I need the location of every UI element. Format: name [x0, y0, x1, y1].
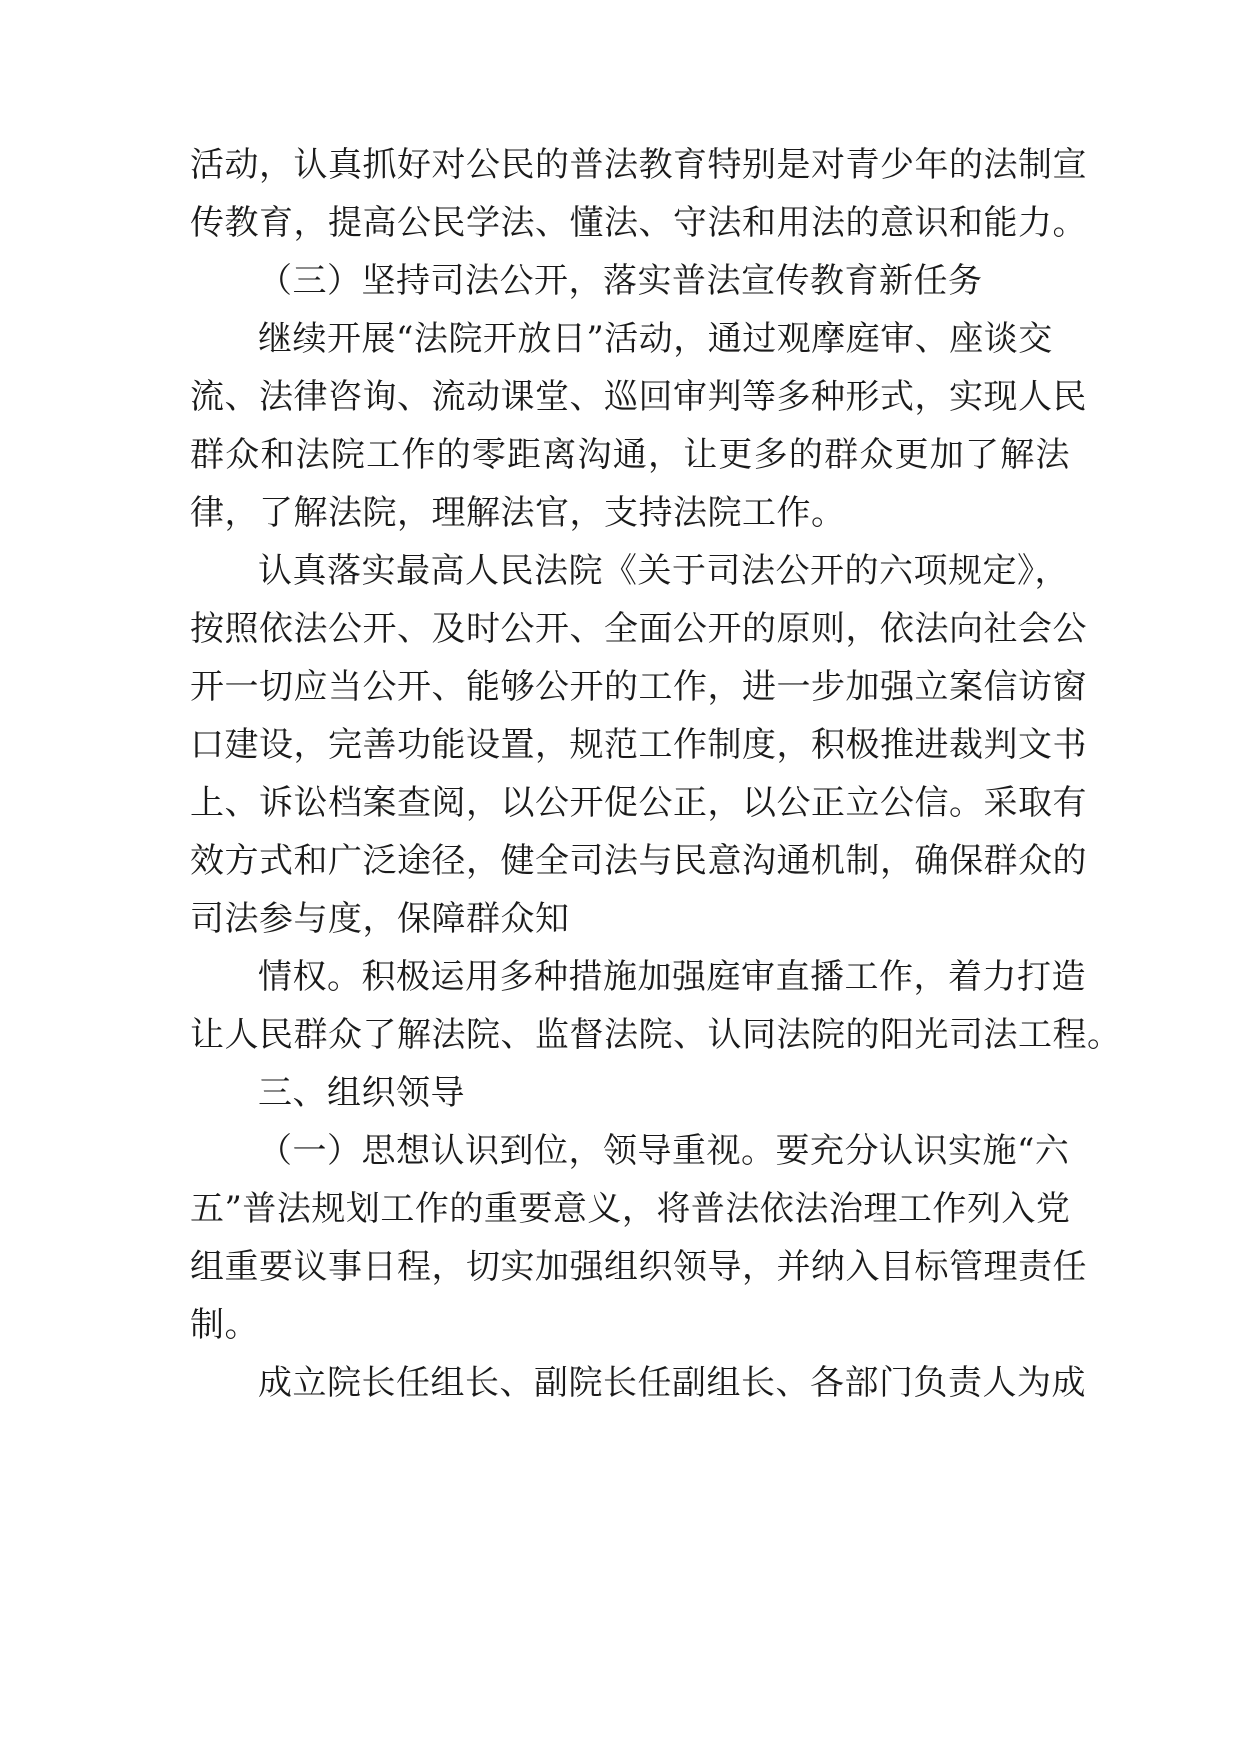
text-line: 律，了解法院，理解法官，支持法院工作。 [190, 493, 846, 533]
text-line: 传教育，提高公民学法、懂法、守法和用法的意识和能力。 [190, 203, 1087, 243]
text-line: 组重要议事日程，切实加强组织领导，并纳入目标管理责任 [190, 1247, 1087, 1287]
text-line: 群众和法院工作的零距离沟通，让更多的群众更加了解法 [190, 435, 1070, 475]
text-line: 制。 [190, 1305, 259, 1345]
text-line: 开一切应当公开、能够公开的工作，进一步加强立案信访窗 [190, 667, 1087, 707]
text-line: 口建设，完善功能设置，规范工作制度，积极推进裁判文书 [190, 725, 1087, 765]
text-line: 认真落实最高人民法院《关于司法公开的六项规定》， [258, 551, 1069, 591]
text-line: 司法参与度，保障群众知 [190, 899, 570, 939]
text-line: 让人民群众了解法院、监督法院、认同法院的阳光司法工程。 [190, 1015, 1122, 1055]
text-line: 效方式和广泛途径，健全司法与民意沟通机制，确保群众的 [190, 841, 1087, 881]
text-line: （一）思想认识到位，领导重视。要充分认识实施“六 [258, 1131, 1070, 1171]
text-line: 情权。积极运用多种措施加强庭审直播工作，着力打造 [258, 957, 1086, 997]
text-line: 活动，认真抓好对公民的普法教育特别是对青少年的法制宣 [190, 145, 1087, 185]
text-line: 成立院长任组长、副院长任副组长、各部门负责人为成 [258, 1363, 1086, 1403]
text-line: 上、诉讼档案查阅，以公开促公正，以公正立公信。采取有 [190, 783, 1087, 823]
text-line: 按照依法公开、及时公开、全面公开的原则，依法向社会公 [190, 609, 1087, 649]
section-heading: （三）坚持司法公开，落实普法宣传教育新任务 [258, 261, 983, 301]
text-line: 五”普法规划工作的重要意义，将普法依法治理工作列入党 [190, 1189, 1071, 1229]
text-line: 流、法律咨询、流动课堂、巡回审判等多种形式，实现人民 [190, 377, 1087, 417]
text-line: 继续开展“法院开放日”活动，通过观摩庭审、座谈交 [258, 319, 1053, 359]
section-heading: 三、组织领导 [258, 1073, 465, 1113]
